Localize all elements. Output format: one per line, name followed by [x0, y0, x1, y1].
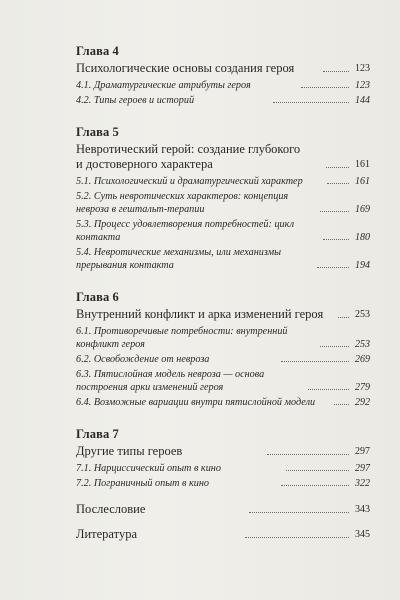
dot-leader [281, 485, 350, 486]
section-row [76, 368, 370, 394]
section-title: 7.2. Пограничный опыт в кино [76, 478, 210, 489]
table-of-contents [76, 44, 370, 552]
section-title: 7.1. Нарциссический опыт в кино [76, 463, 221, 474]
dot-leader [281, 361, 349, 362]
dot-leader [273, 102, 349, 103]
dot-leader [308, 389, 349, 390]
dot-leader [323, 71, 349, 72]
page-number: 253 [355, 309, 371, 320]
chapter-label: Глава 5 [76, 125, 119, 139]
dot-leader [323, 239, 349, 240]
section-title [76, 218, 320, 244]
section-row [76, 175, 370, 188]
page-number: 123 [355, 80, 370, 91]
page-number: 180 [355, 232, 370, 243]
section-row [76, 353, 370, 366]
dot-leader [249, 512, 349, 513]
chapter-label: Глава 4 [76, 44, 119, 58]
chapter-5 [76, 125, 370, 272]
chapter-label: Глава 7 [76, 427, 119, 441]
chapter-title-line: и достоверного характера [76, 157, 213, 171]
page-number: 161 [355, 159, 370, 170]
dot-leader [326, 167, 349, 168]
section-row [76, 477, 370, 490]
section-row [76, 94, 370, 107]
chapter-label: Глава 6 [76, 290, 119, 304]
page-number: 292 [355, 397, 371, 408]
chapter-title: Психологические основы создания героя [76, 61, 295, 75]
page-number: 297 [355, 463, 370, 474]
page-number: 345 [355, 529, 370, 540]
chapter-title-row [76, 444, 370, 459]
chapter-title-row [76, 61, 370, 76]
dot-leader [334, 404, 349, 405]
section-row [76, 396, 370, 409]
afterword-row [76, 502, 370, 517]
chapter-title [76, 142, 323, 172]
section-title-line: построения арки изменений героя [76, 382, 224, 393]
page-number: 322 [355, 478, 371, 489]
section-title: 5.1. Психологический и драматургический характер [76, 176, 303, 187]
chapter-4 [76, 44, 370, 107]
literature-title: Литература [76, 527, 137, 541]
section-title-line: 6.3. Пятислойная модель невроза — основа [76, 369, 265, 380]
dot-leader [301, 87, 349, 88]
page-number: 161 [355, 176, 370, 187]
dot-leader [267, 454, 349, 455]
chapter-title-row [76, 142, 370, 172]
section-row [76, 325, 370, 351]
chapter-title-row [76, 307, 370, 322]
section-title-line: прерывания контакта [76, 260, 174, 271]
section-title-line: 5.3. Процесс удовлетворения потребностей: цикл [76, 219, 295, 230]
dot-leader [320, 346, 349, 347]
dot-leader [317, 267, 350, 268]
page-number: 253 [355, 339, 371, 350]
section-row [76, 218, 370, 244]
section-title: 4.1. Драматургические атрибуты героя [76, 80, 251, 91]
section-title-line: невроза в гештальт-терапии [76, 204, 205, 215]
chapter-title: Внутренний конфликт и арка изменений героя [76, 307, 324, 321]
chapter-7 [76, 427, 370, 490]
section-title: 4.2. Типы героев и историй [76, 95, 195, 106]
chapter-title-line: Невротический герой: создание глубокого [76, 142, 301, 156]
page-number: 144 [355, 95, 371, 106]
page-number: 194 [355, 260, 371, 271]
section-title: 6.2. Освобождение от невроза [76, 354, 210, 365]
section-title: 6.4. Возможные вариации внутри пятислойной модели [76, 397, 316, 408]
page-number: 169 [355, 204, 370, 215]
literature-row [76, 527, 370, 542]
section-row [76, 246, 370, 272]
section-title [76, 368, 305, 394]
page-number: 297 [355, 446, 370, 457]
dot-leader [338, 317, 349, 318]
page-number: 269 [355, 354, 370, 365]
section-title-line: 5.2. Суть невротических характеров: концепция [76, 191, 289, 202]
section-title-line: контакта [76, 232, 121, 243]
section-title [76, 325, 317, 351]
page-number: 123 [355, 63, 371, 74]
chapter-6 [76, 290, 370, 409]
dot-leader [245, 537, 350, 538]
section-title-line: 6.1. Противоречивые потребности: внутренний [76, 326, 288, 337]
page-number: 343 [355, 504, 371, 515]
afterword-title: Послесловие [76, 502, 146, 516]
section-row [76, 79, 370, 92]
section-row [76, 462, 370, 475]
chapter-title: Другие типы героев [76, 444, 183, 458]
section-title-line: 5.4. Невротические механизмы, или механизмы [76, 247, 282, 258]
section-title [76, 190, 317, 216]
page-number: 279 [355, 382, 371, 393]
section-row [76, 190, 370, 216]
section-title [76, 246, 314, 272]
dot-leader [327, 183, 349, 184]
dot-leader [320, 211, 349, 212]
dot-leader [286, 470, 349, 471]
section-title-line: конфликт героя [76, 339, 145, 350]
